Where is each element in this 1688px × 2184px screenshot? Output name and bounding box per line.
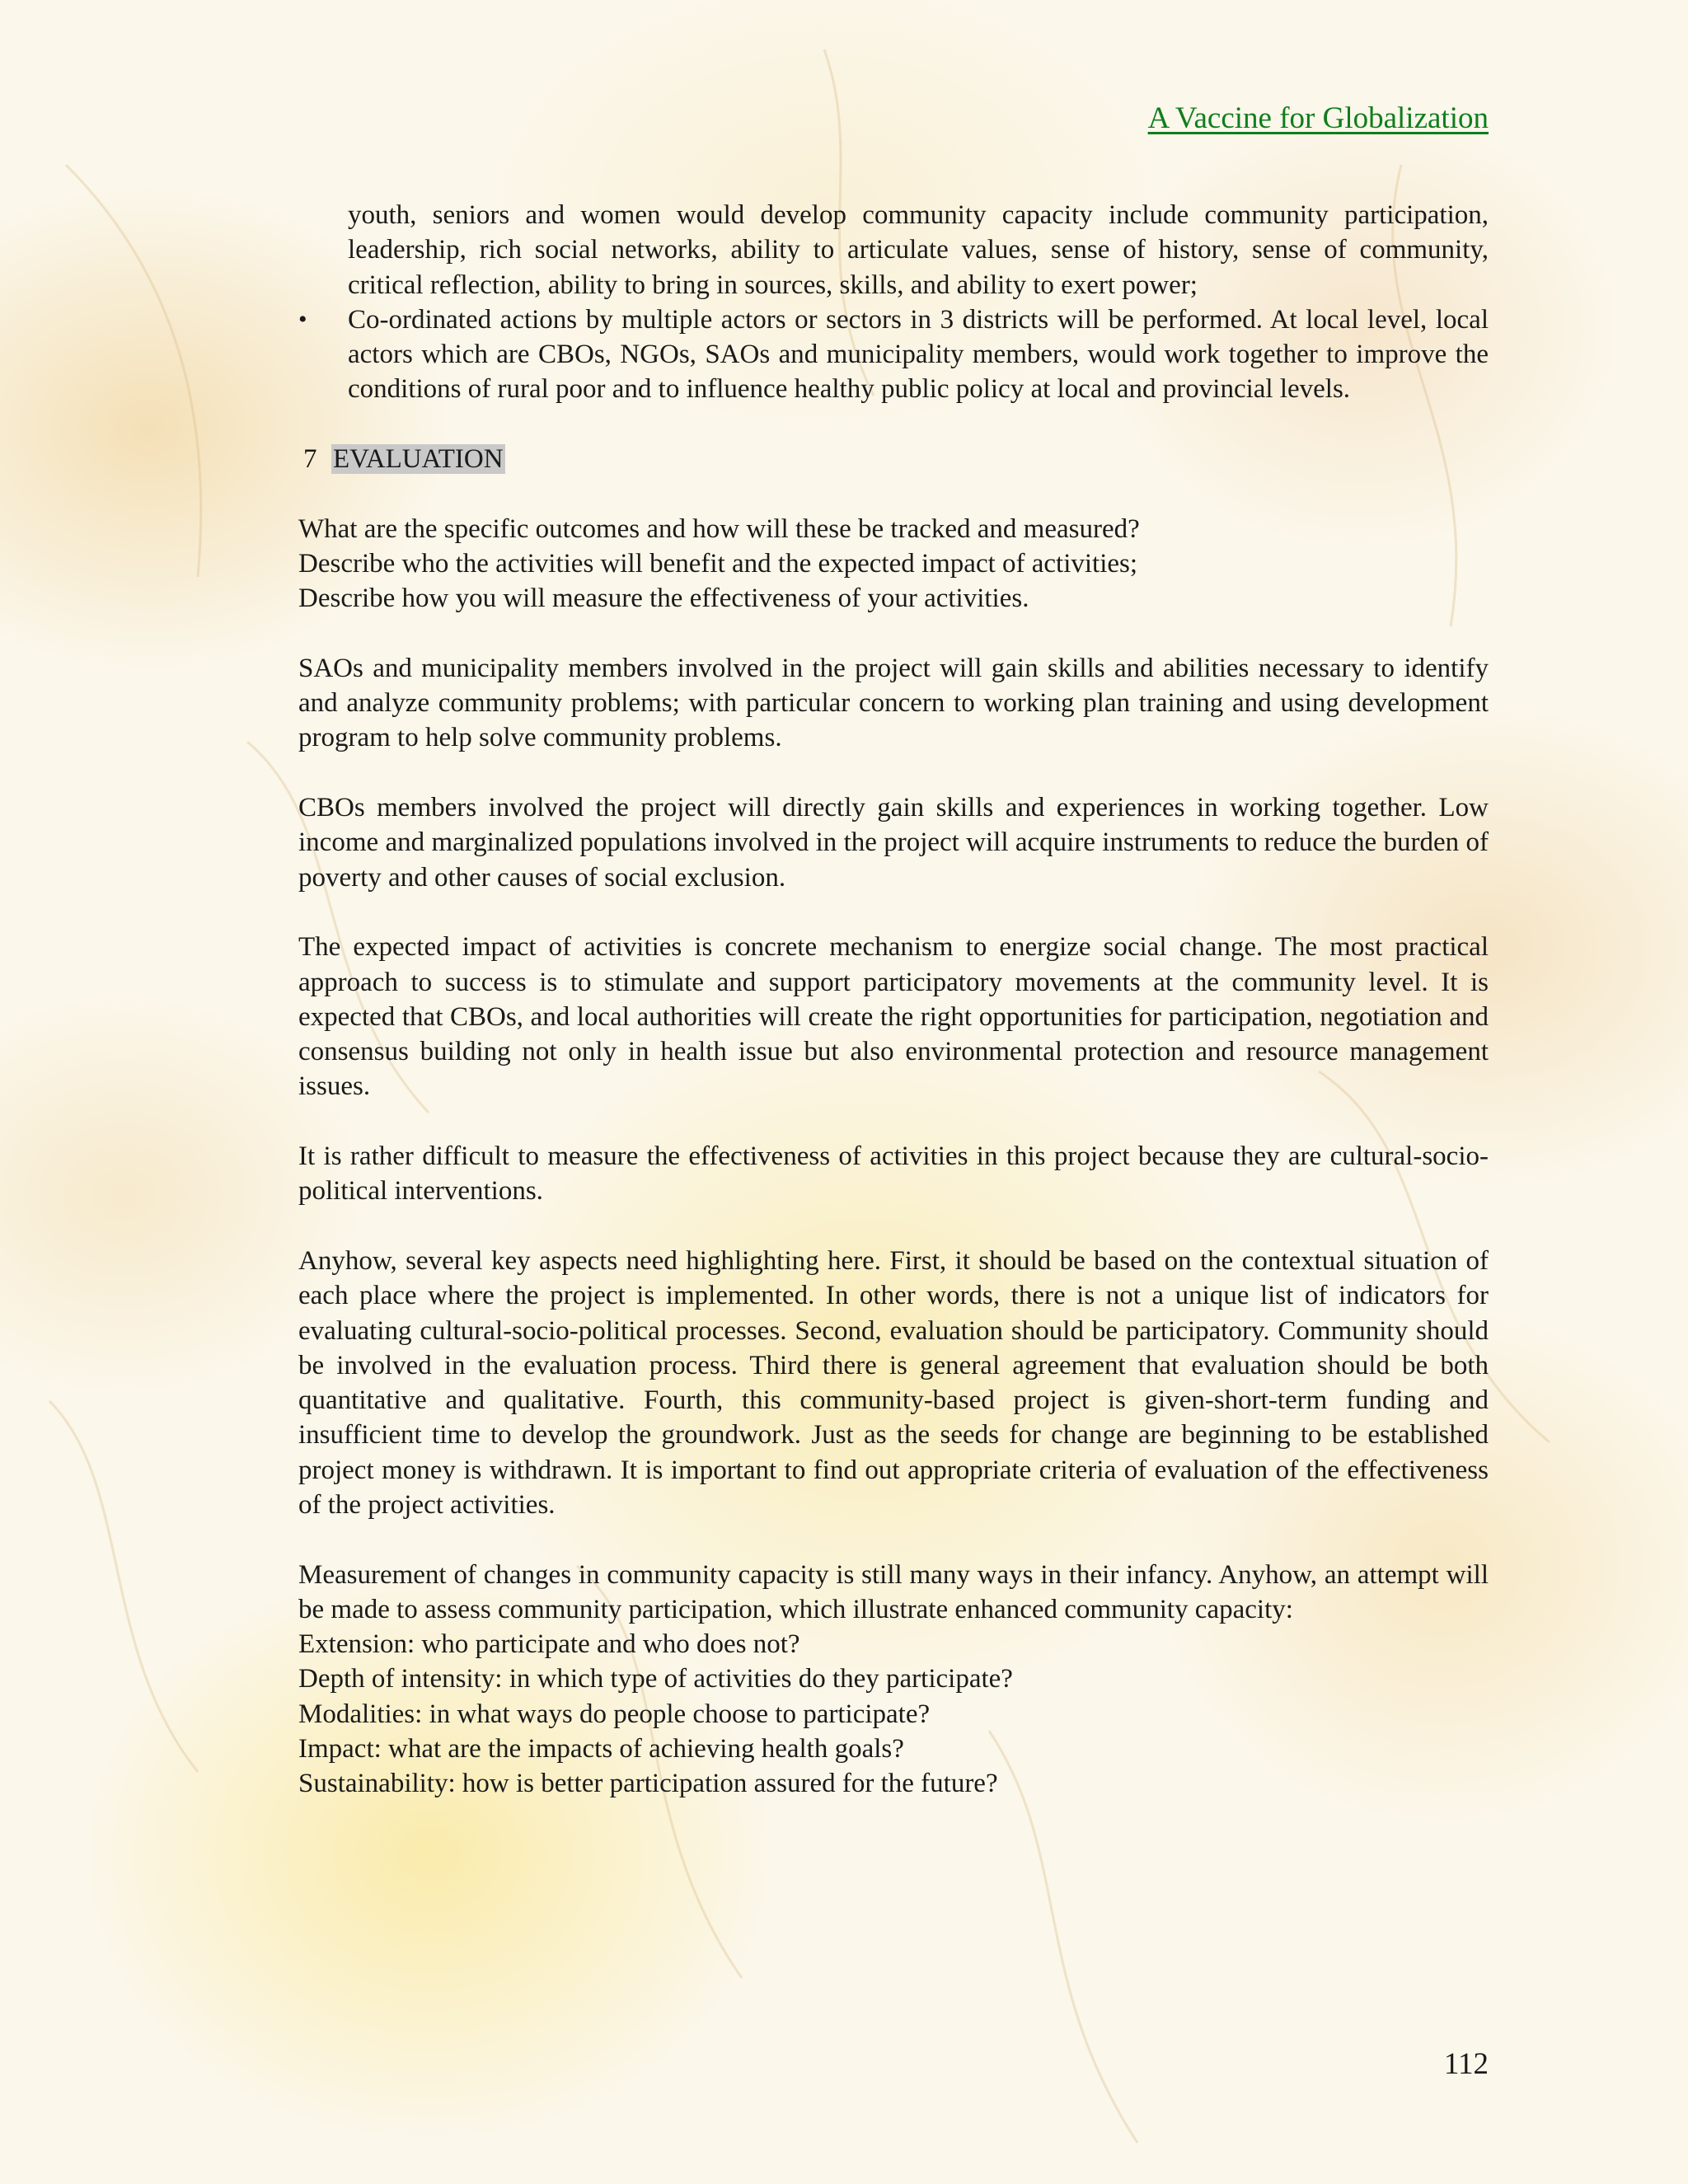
paragraph: It is rather difficult to measure the effectiveness of activities in this project because they are cultural-socio-political interventions.: [298, 1141, 1489, 1207]
criteria-line: Depth of intensity: in which type of activities do they participate?: [298, 1664, 1013, 1694]
section-heading: [298, 442, 1489, 476]
paragraph: Anyhow, several key aspects need highlighting here. First, it should be based on the contextual situation of each place where the project is implemented. In other words, there is not a unique list of indicators for evaluating cultural-socio-political processes. Second, evaluation should be participatory. Community should be involved in the evaluation process. Third there is general agreement that evaluation should be both quantitative and qualitative. Fourth, this community-based project is given-short-term funding and insufficient time to develop the groundwork. Just as the seeds for change are beginning to be established project money is withdrawn. It is important to find out appropriate criteria of evaluation of the effectiveness of the project activities.: [298, 1245, 1489, 1520]
criteria-line: Modalities: in what ways do people choose to participate?: [298, 1699, 931, 1729]
page-number: 112: [1443, 2047, 1489, 2081]
question-1: What are the specific outcomes and how will these be tracked and measured?: [298, 513, 1140, 544]
question-line: [298, 512, 1489, 546]
list-item-text: youth, seniors and women would develop community capacity include community participation, leadership, rich social networks, ability to articulate values, sense of history, sense of community, critical reflection, ability to bring in sources, skills, and ability to exert power;: [348, 200, 1489, 300]
list-item: [298, 302, 1489, 407]
question-2: Describe who the activities will benefit and the expected impact of activities;: [298, 548, 1138, 579]
body-text: [298, 198, 1489, 1802]
list-item-text: Co-ordinated actions by multiple actors or sectors in 3 districts will be performed. At local level, local actors which are CBOs, NGOs, SAOs and municipality members, would work together to improve the conditions of rural poor and to influence healthy public policy at local and provincial levels.: [348, 304, 1489, 405]
criteria-line: Extension: who participate and who does not?: [298, 1629, 800, 1660]
question-line: [298, 546, 1489, 581]
paragraph: CBOs members involved the project will directly gain skills and experiences in working together. Low income and marginalized populations involved in the project will acquire instruments to reduce the burden of poverty and other causes of social exclusion.: [298, 793, 1489, 893]
running-header: A Vaccine for Globalization: [1147, 101, 1489, 135]
section-number: 7: [303, 444, 317, 475]
question-3: Describe how you will measure the effectiveness of your activities.: [298, 583, 1029, 614]
criteria-line: Impact: what are the impacts of achieving health goals?: [298, 1734, 904, 1765]
paragraph: The expected impact of activities is concrete mechanism to energize social change. The most practical approach to success is to stimulate and support participatory movements at the community level. It is expected that CBOs, and local authorities will create the right opportunities for participation, negotiation and consensus building not only in health issue but also environmental protection and resource management issues.: [298, 932, 1489, 1102]
criteria-line: Sustainability: how is better participation assured for the future?: [298, 1769, 998, 1799]
question-line: [298, 581, 1489, 616]
list-item: [298, 198, 1489, 302]
paragraph: Measurement of changes in community capacity is still many ways in their infancy. Anyhow, an attempt will be made to assess community participation, which illustrate enhanced community capacity:: [298, 1559, 1489, 1624]
bullet-icon: •: [298, 305, 307, 333]
section-title: EVALUATION: [333, 444, 504, 475]
paragraph: SAOs and municipality members involved in the project will gain skills and abilities necessary to identify and analyze community problems; with particular concern to working plan training and using development program to help solve community problems.: [298, 653, 1489, 753]
bullet-list: [298, 198, 1489, 407]
